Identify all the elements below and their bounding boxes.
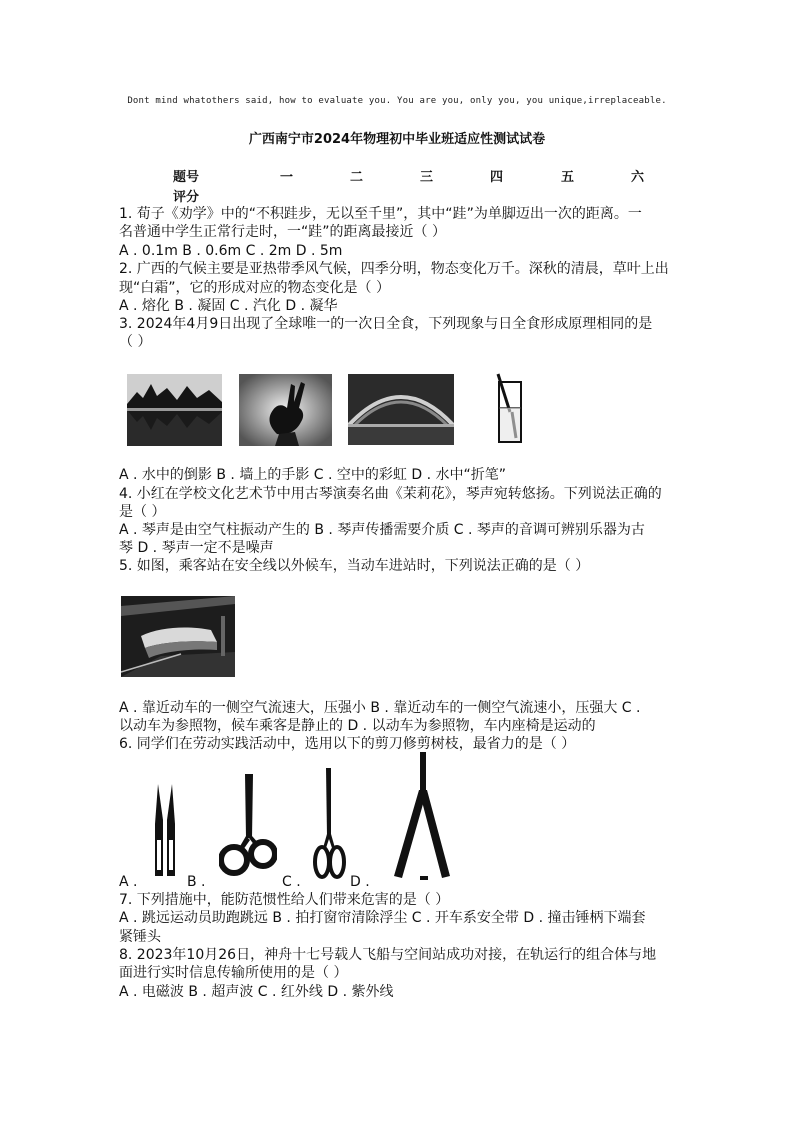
scissors-a-image bbox=[150, 780, 180, 880]
q6-option-c: C . bbox=[282, 874, 301, 890]
score-col-2: 二 bbox=[350, 170, 364, 185]
q3-options: A . 水中的倒影 B . 墙上的手影 C . 空中的彩虹 D . 水中“折笔” bbox=[119, 467, 506, 483]
q5-options-line1: A . 靠近动车的一侧空气流速大，压强小 B . 靠近动车的一侧空气流速小，压强大 C . bbox=[119, 700, 641, 716]
q6-option-d: D . bbox=[350, 874, 370, 890]
q1-stem-line2: 名普通中学生正常行走时，一“跬”的距离最接近（ ） bbox=[119, 224, 446, 240]
q8-stem-line1: 8. 2023年10月26日，神舟十七号载人飞船与空间站成功对接，在轨运行的组合体与地 bbox=[119, 947, 657, 963]
q5-stem-line1: 5. 如图，乘客站在安全线以外候车，当动车进站时，下列说法正确的是（ ） bbox=[119, 558, 590, 574]
reflection-photo bbox=[127, 374, 222, 446]
score-col-1: 一 bbox=[280, 170, 294, 185]
bent-pencil-glass-image bbox=[494, 372, 526, 444]
q4-options-line2: 琴 D . 琴声一定不是噪声 bbox=[119, 540, 274, 556]
q5-options-line2: 以动车为参照物，候车乘客是静止的 D . 以动车为参照物，车内座椅是运动的 bbox=[119, 718, 596, 734]
q8-options: A . 电磁波 B . 超声波 C . 红外线 D . 紫外线 bbox=[119, 984, 394, 1000]
q6-option-a: A . bbox=[119, 874, 138, 890]
score-col-3: 三 bbox=[420, 170, 434, 185]
hand-shadow-photo bbox=[239, 374, 332, 446]
q2-stem-line2: 现“白霜”，它的形成对应的物态变化是（ ） bbox=[119, 280, 390, 296]
train-station-photo bbox=[121, 596, 235, 677]
rainbow-photo bbox=[348, 374, 454, 445]
q2-stem-line1: 2. 广西的气候主要是亚热带季风气候，四季分明，物态变化万千。深秋的清晨，草叶上出 bbox=[119, 261, 669, 277]
scissors-b-image bbox=[219, 772, 277, 882]
q7-options-line2: 紧锤头 bbox=[119, 929, 161, 945]
q4-options-line1: A . 琴声是由空气柱振动产生的 B . 琴声传播需要介质 C . 琴声的音调可辨别乐器为古 bbox=[119, 522, 645, 538]
score-col-5: 五 bbox=[561, 170, 575, 185]
q3-stem-line1: 3. 2024年4月9日出现了全球唯一的一次日全食，下列现象与日全食形成原理相同的是 bbox=[119, 316, 653, 332]
score-row-label: 题号 bbox=[173, 170, 200, 185]
motto-text: Dont mind whatothers said, how to evaluate you. You are you, only you, you unique,irreplaceable. bbox=[127, 96, 667, 106]
q6-option-b: B . bbox=[187, 874, 206, 890]
scissors-c-image bbox=[312, 766, 346, 882]
score-label: 评分 bbox=[173, 190, 200, 205]
q1-stem-line1: 1. 荀子《劝学》中的“不积跬步，无以至千里”，其中“跬”为单脚迈出一次的距离。一 bbox=[119, 206, 642, 222]
q1-options: A . 0.1m B . 0.6m C . 2m D . 5m bbox=[119, 243, 343, 259]
score-table-header bbox=[0, 166, 794, 184]
q7-options-line1: A . 跳远运动员助跑跳远 B . 拍打窗帘清除浮尘 C . 开车系安全带 D . 撞击锤柄下端套 bbox=[119, 910, 646, 926]
q4-stem-line1: 4. 小红在学校文化艺术节中用古琴演奏名曲《茉莉花》，琴声宛转悠扬。下列说法正确的 bbox=[119, 486, 662, 502]
q8-stem-line2: 面进行实时信息传输所使用的是（ ） bbox=[119, 965, 348, 981]
scissors-d-image bbox=[392, 750, 454, 882]
page-title: 广西南宁市2024年物理初中毕业班适应性测试试卷 bbox=[248, 132, 546, 147]
q6-stem-line1: 6. 同学们在劳动实践活动中，选用以下的剪刀修剪树枝，最省力的是（ ） bbox=[119, 736, 576, 752]
score-col-4: 四 bbox=[490, 170, 504, 185]
q2-options: A . 熔化 B . 凝固 C . 汽化 D . 凝华 bbox=[119, 298, 338, 314]
q4-stem-line2: 是（ ） bbox=[119, 504, 166, 520]
q3-stem-line2: （ ） bbox=[119, 334, 152, 350]
score-col-6: 六 bbox=[631, 170, 645, 185]
q7-stem-line1: 7. 下列措施中，能防范惯性给人们带来危害的是（ ） bbox=[119, 892, 450, 908]
